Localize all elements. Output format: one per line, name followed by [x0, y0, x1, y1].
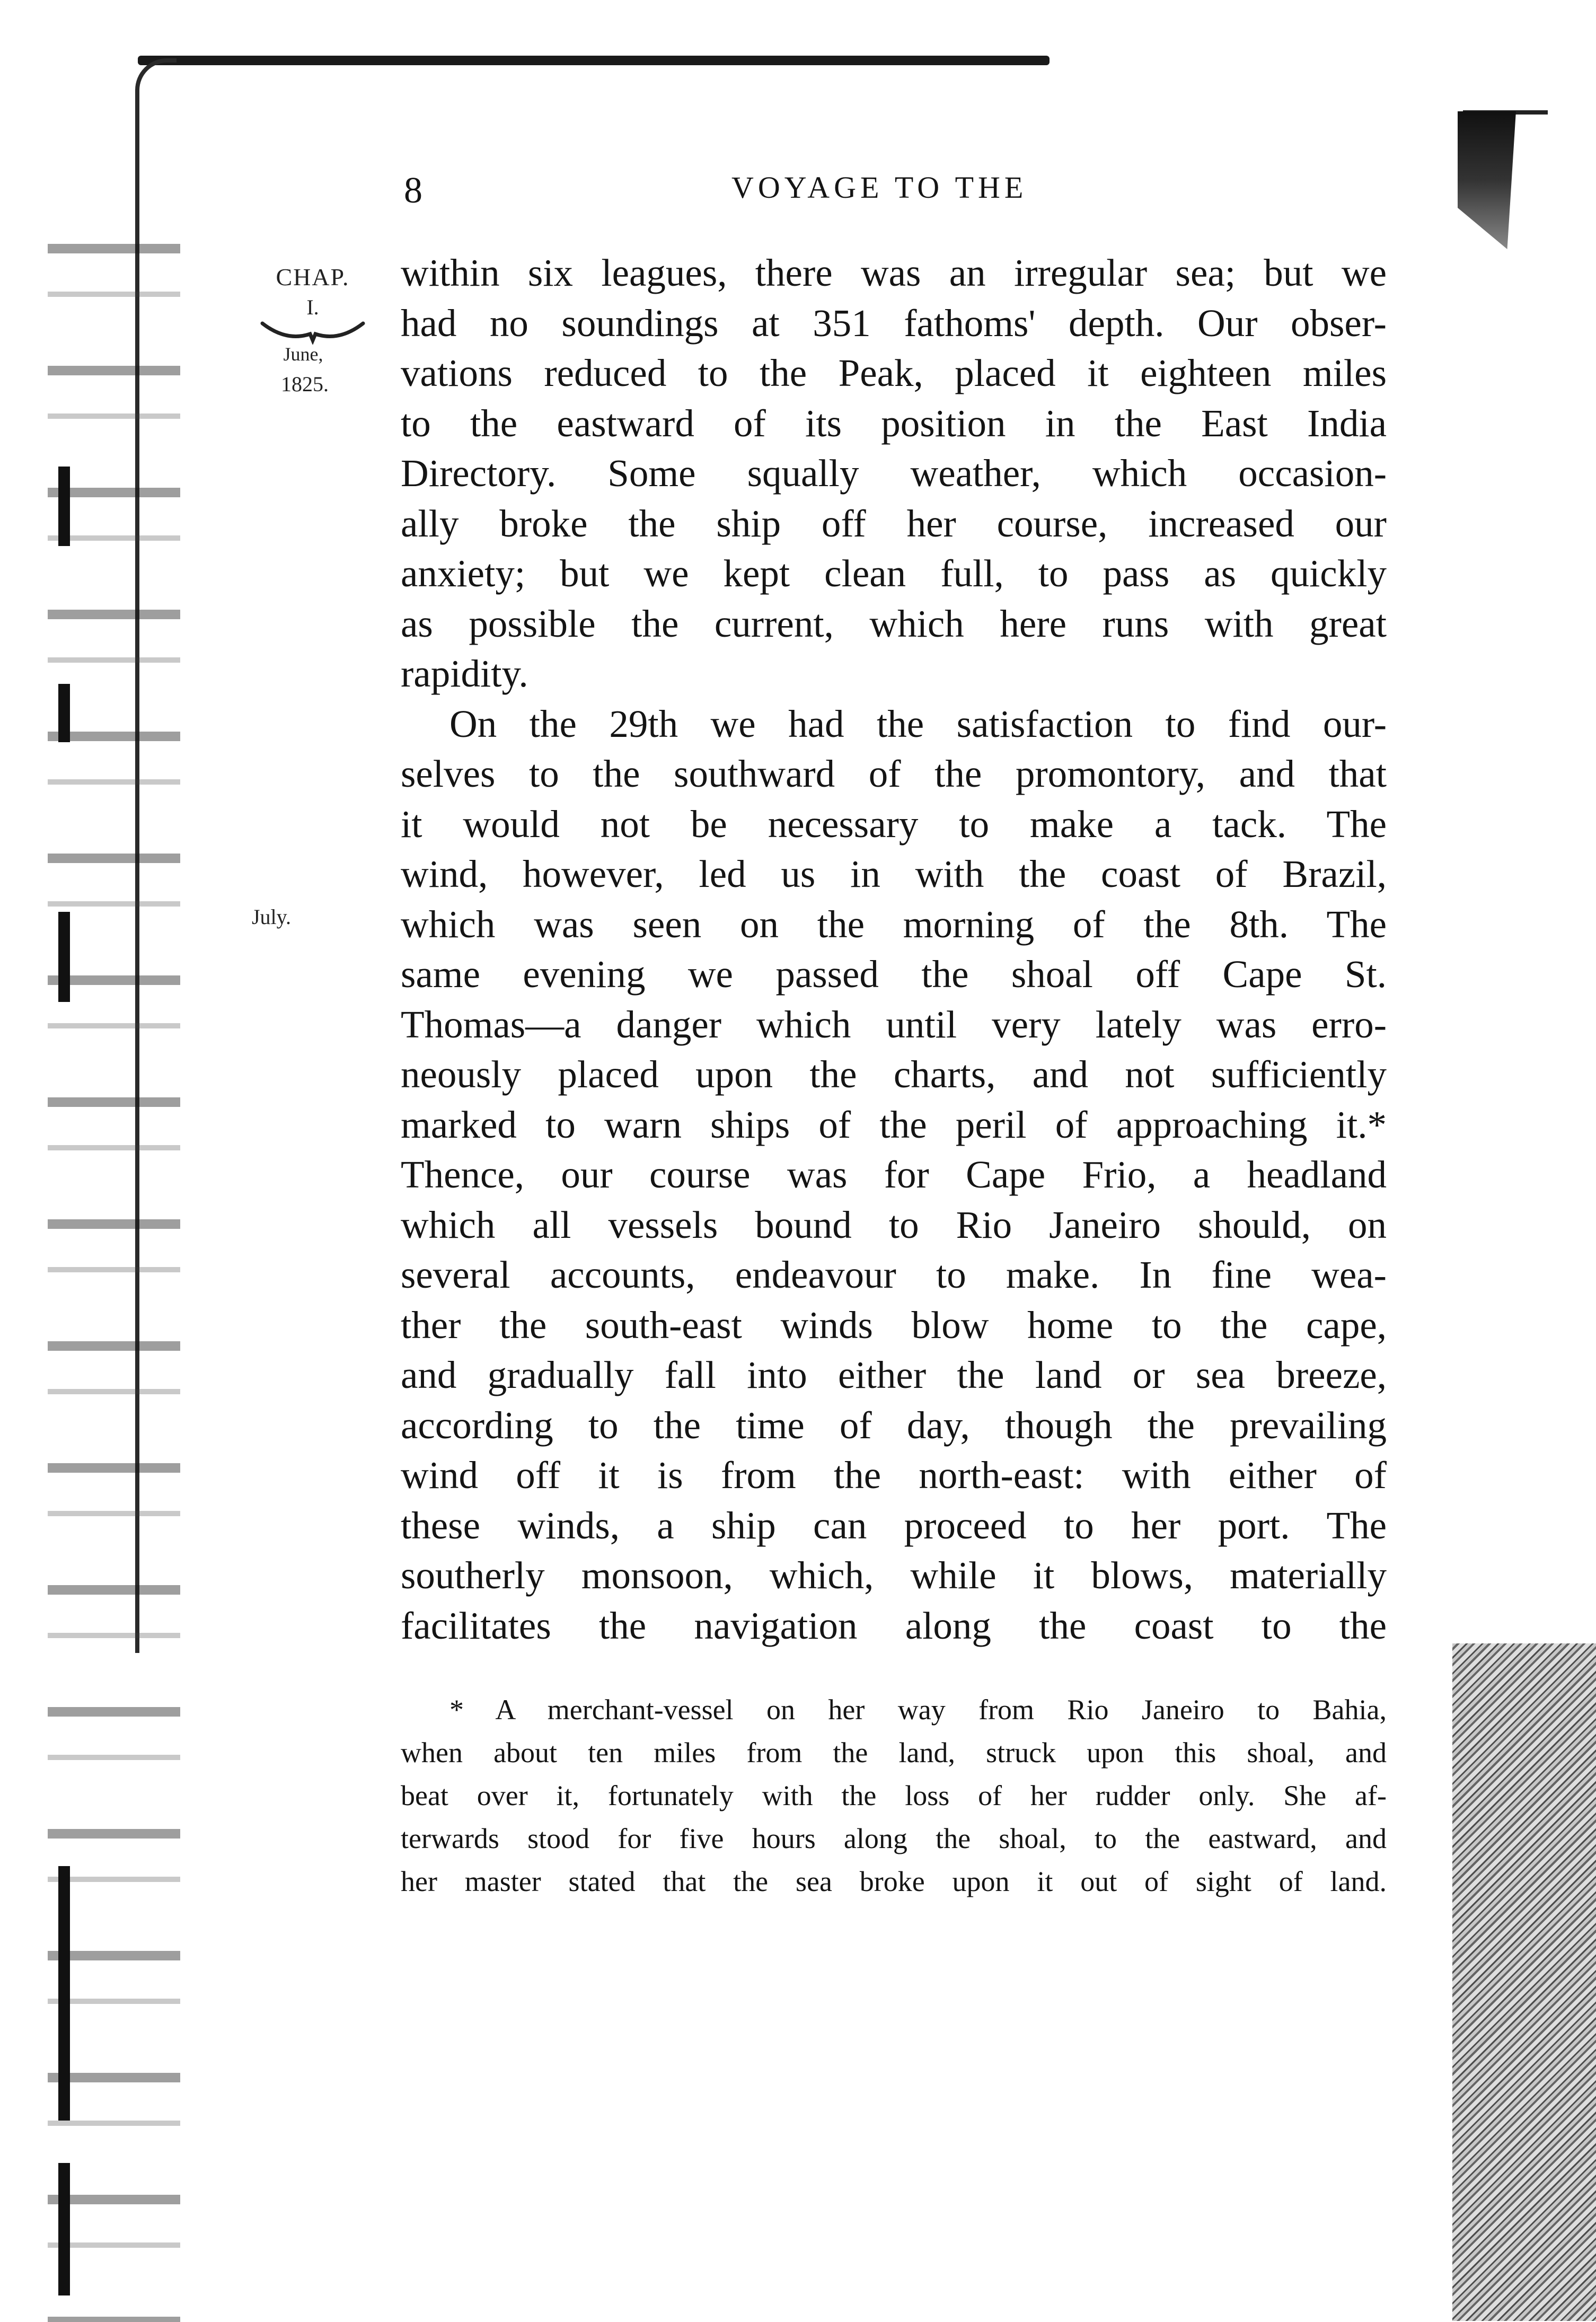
scan-left-mark	[58, 912, 70, 1002]
footnote-line: her master stated that the sea broke upon it out of sight of land.	[401, 1866, 1387, 1897]
body-line: Thomas—a danger which until very lately was erro-	[401, 1002, 1387, 1046]
body-line: several accounts, endeavour to make. In fine wea-	[401, 1253, 1387, 1296]
margin-date-month-2: July.	[251, 905, 292, 929]
footnote	[401, 1688, 1387, 1903]
body-line: which was seen on the morning of the 8th. The	[401, 902, 1387, 946]
body-line: had no soundings at 351 fathoms' depth. Our obser-	[401, 301, 1387, 345]
body-line: southerly monsoon, which, while it blows, materially	[401, 1554, 1387, 1597]
body-line: facilitates the navigation along the coast to the	[401, 1604, 1387, 1647]
body-line: these winds, a ship can proceed to her port. The	[401, 1503, 1387, 1547]
body-line: marked to warn ships of the peril of approaching it.*	[401, 1103, 1387, 1146]
body-line: Thence, our course was for Cape Frio, a headland	[401, 1153, 1387, 1196]
body-line: same evening we passed the shoal off Cape St.	[401, 953, 1387, 996]
chapter-label: CHAP.	[276, 263, 350, 291]
scan-left-mark	[58, 467, 70, 546]
body-line: selves to the southward of the promontory, and that	[401, 752, 1387, 795]
running-head: VOYAGE TO THE	[731, 170, 1028, 205]
scan-right-tab	[1458, 111, 1516, 249]
body-line: it would not be necessary to make a tack. The	[401, 802, 1387, 846]
body-line: rapidity.	[401, 652, 528, 695]
scan-top-rule	[138, 56, 1050, 65]
body-line: and gradually fall into either the land or sea breeze,	[401, 1353, 1387, 1396]
footnote-line: terwards stood for five hours along the shoal, to the eastward, and	[401, 1823, 1387, 1854]
scan-left-mark	[58, 2163, 70, 2295]
body-line: anxiety; but we kept clean full, to pass as quickly	[401, 552, 1387, 595]
body-line: which all vessels bound to Rio Janeiro should, on	[401, 1203, 1387, 1246]
body-line: vations reduced to the Peak, placed it eighteen miles	[401, 351, 1387, 394]
footnote-line: * A merchant-vessel on her way from Rio Janeiro to Bahia,	[449, 1694, 1387, 1726]
page-number: 8	[404, 170, 422, 211]
body-line: On the 29th we had the satisfaction to find our-	[449, 702, 1387, 745]
body-line: as possible the current, which here runs with great	[401, 602, 1387, 645]
body-line: wind, however, led us in with the coast of Brazil,	[401, 852, 1387, 895]
body-text	[401, 248, 1387, 1651]
scan-left-mark	[58, 684, 70, 742]
body-line: wind off it is from the north-east: with either of	[401, 1454, 1387, 1497]
margin-date-year: 1825.	[281, 372, 329, 396]
margin-date-month: June,	[283, 344, 323, 365]
chapter-brace-ornament	[260, 318, 366, 345]
scan-left-mark	[58, 1866, 70, 2121]
footnote-line: when about ten miles from the land, struck upon this shoal, and	[401, 1737, 1387, 1769]
body-line: ally broke the ship off her course, increased our	[401, 502, 1387, 545]
scan-right-edge-noise	[1452, 1643, 1596, 2321]
body-line: neously placed upon the charts, and not sufficiently	[401, 1053, 1387, 1096]
body-line: to the eastward of its position in the East India	[401, 401, 1387, 445]
body-line: Directory. Some squally weather, which occasion-	[401, 452, 1387, 495]
body-line: according to the time of day, though the prevailing	[401, 1403, 1387, 1447]
body-line: ther the south-east winds blow home to the cape,	[401, 1303, 1387, 1347]
chapter-number: I.	[306, 295, 319, 319]
footnote-line: beat over it, fortunately with the loss of her rudder only. She af-	[401, 1780, 1387, 1811]
body-line: within six leagues, there was an irregular sea; but we	[401, 251, 1387, 294]
